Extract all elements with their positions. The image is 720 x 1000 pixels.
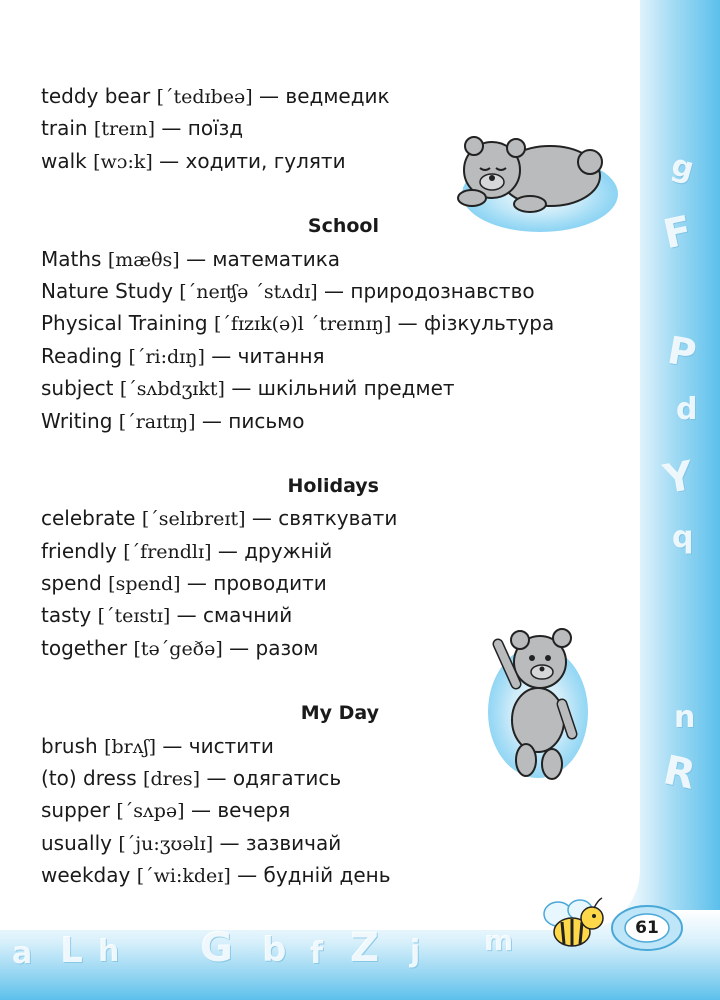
section-my-day xyxy=(41,697,601,891)
list-item: Writing [ˊraɪtɪŋ] — письмо xyxy=(41,408,305,433)
bee-icon xyxy=(538,892,610,954)
list-item: supper [ˊsʌpə] — вечеря xyxy=(41,798,291,823)
list-item: tasty [ˊteɪstɪ] — смачний xyxy=(41,603,293,628)
list-item: Nature Study [ˊneɪʧə ˊstʌdɪ] — природознавство xyxy=(41,278,535,303)
intro-group xyxy=(41,80,601,177)
list-item: together [təˊgeðə] — разом xyxy=(41,635,319,660)
list-item: Maths [mæθs] — математика xyxy=(41,246,341,271)
list-item: (to) dress [dres] — одягатись xyxy=(41,766,342,791)
list-item: train [treɪn] — поїзд xyxy=(41,116,244,141)
list-item: walk [wɔ:k] — ходити, гуляти xyxy=(41,148,346,173)
list-item: brush [brʌʃ] — чистити xyxy=(41,733,274,758)
list-item: celebrate [ˊselɪbreɪt] — святкувати xyxy=(41,506,398,531)
section-heading-holidays: Holidays xyxy=(287,474,379,497)
section-heading-my-day: My Day xyxy=(300,702,379,725)
page-number: 61 xyxy=(635,918,659,938)
section-school xyxy=(41,210,601,437)
list-item: spend [spend] — проводити xyxy=(41,571,327,596)
list-item: weekday [ˊwi:kdeɪ] — будній день xyxy=(41,863,391,888)
vocabulary-list xyxy=(41,80,601,892)
section-holidays xyxy=(41,470,601,664)
list-item: teddy bear [ˊtedɪbeə] — ведмедик xyxy=(41,84,390,108)
list-item: friendly [ˊfrendlɪ] — дружній xyxy=(41,538,333,563)
section-heading-school: School xyxy=(307,215,379,238)
list-item: Reading [ˊri:dɪŋ] — читання xyxy=(41,343,325,368)
list-item: subject [ˊsʌbdʒɪkt] — шкільний предмет xyxy=(41,376,455,401)
list-item: Physical Training [ˊfɪzɪk(ə)l ˊtreɪnɪŋ] — фізкультура xyxy=(41,311,555,336)
page-number-badge xyxy=(610,904,684,952)
list-item: usually [ˊju:ʒʊəlɪ] — зазвичай xyxy=(41,830,342,855)
